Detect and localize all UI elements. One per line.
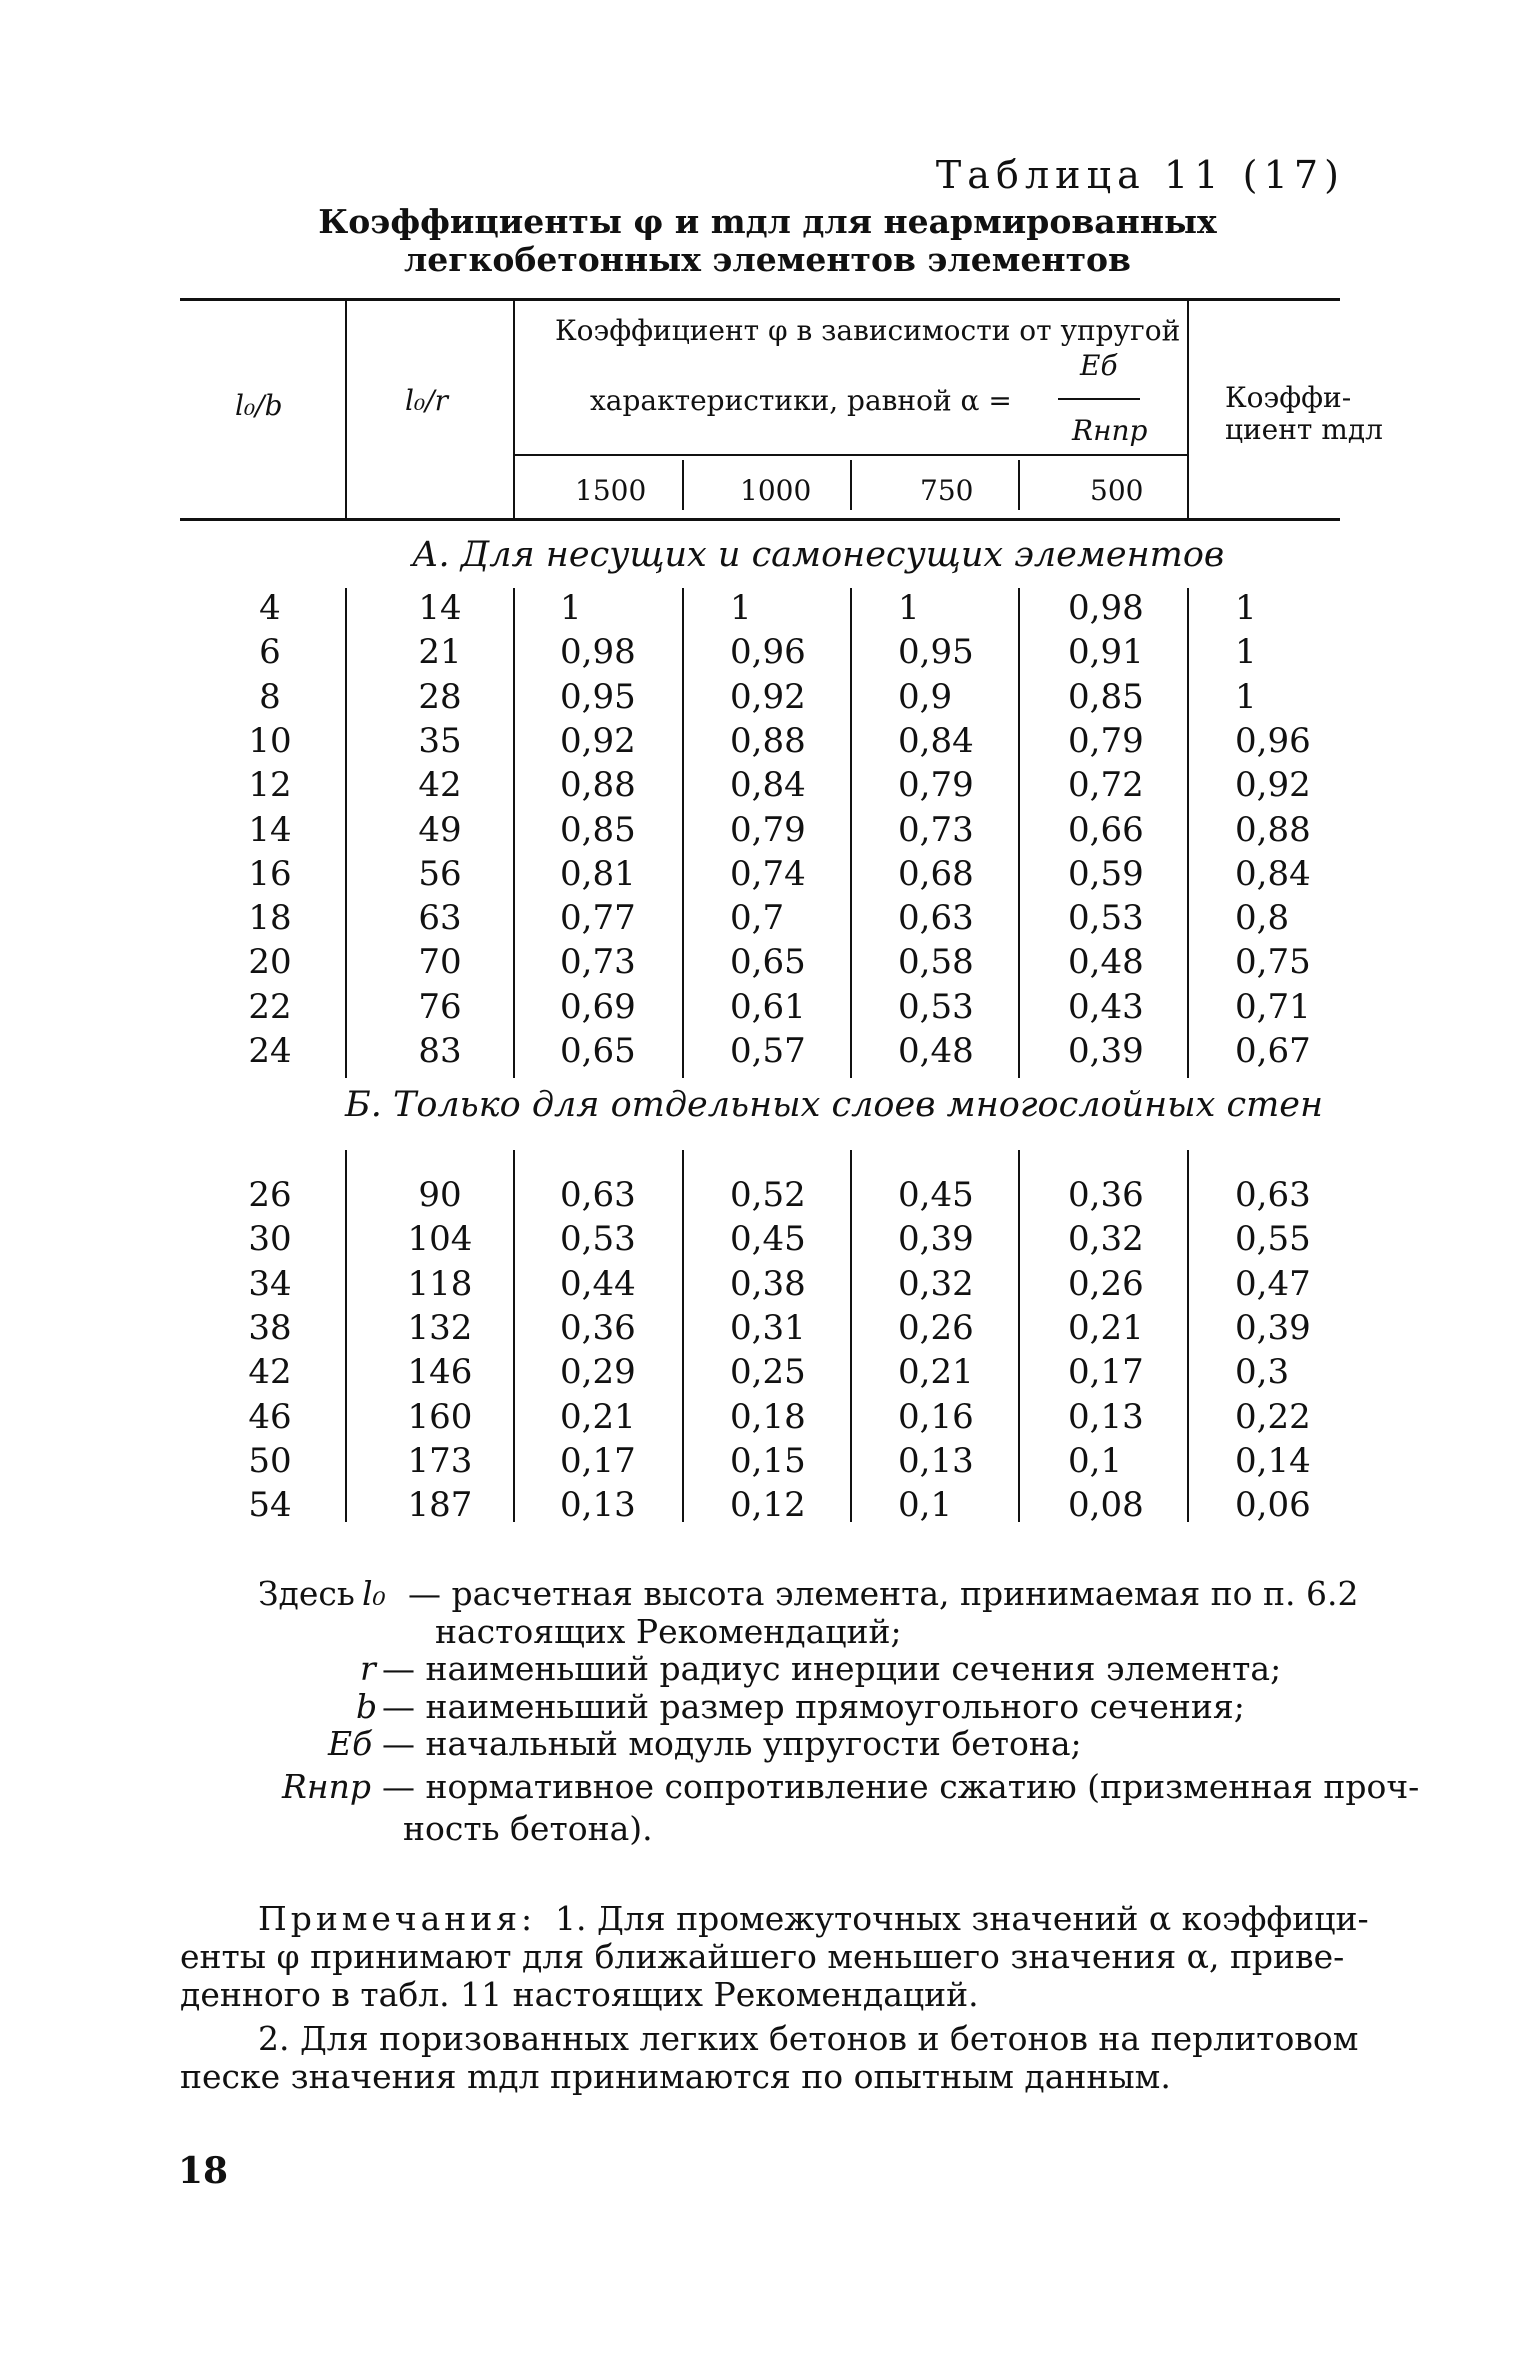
cell-m: 0,8 xyxy=(1235,898,1290,939)
cell-m: 0,84 xyxy=(1235,853,1311,894)
cell-lr: 76 xyxy=(418,986,462,1027)
column-divider xyxy=(1187,1150,1189,1522)
cell-phi-1500: 0,88 xyxy=(560,765,636,806)
cell-lb: 24 xyxy=(248,1031,292,1071)
cell-phi-750: 0,68 xyxy=(898,853,974,894)
cell-phi-1000: 0,88 xyxy=(730,720,806,761)
cell-phi-750: 0,79 xyxy=(898,765,974,806)
cell-phi-500: 0,48 xyxy=(1068,942,1144,983)
column-divider xyxy=(345,588,347,1078)
cell-phi-1000: 0,61 xyxy=(730,986,806,1027)
legend-r-symbol: r xyxy=(360,1649,376,1688)
cell-phi-750: 0,73 xyxy=(898,809,974,850)
cell-lr: 118 xyxy=(407,1263,473,1304)
cell-phi-1000: 0,79 xyxy=(730,809,806,850)
cell-lr: 173 xyxy=(407,1440,473,1481)
legend-e-text: — начальный модуль упругости бетона; xyxy=(382,1724,1082,1763)
cell-phi-750: 0,45 xyxy=(898,1175,974,1215)
cell-phi-500: 0,13 xyxy=(1068,1396,1144,1437)
cell-m: 0,88 xyxy=(1235,809,1311,850)
legend-intro: Здесь xyxy=(258,1574,355,1613)
cell-lb: 54 xyxy=(248,1485,292,1526)
legend-rn-continued: ность бетона). xyxy=(403,1809,653,1848)
cell-lr: 21 xyxy=(418,632,462,673)
header-divider xyxy=(1018,460,1020,510)
cell-phi-500: 0,59 xyxy=(1068,853,1144,894)
phi-subheader-rule xyxy=(515,454,1187,456)
cell-phi-1500: 0,92 xyxy=(560,720,636,761)
cell-lr: 63 xyxy=(418,898,462,939)
cell-lb: 38 xyxy=(248,1307,292,1348)
cell-lr: 83 xyxy=(418,1031,462,1071)
cell-lr: 14 xyxy=(418,588,462,628)
cell-lb: 16 xyxy=(248,853,292,894)
cell-phi-500: 0,43 xyxy=(1068,986,1144,1027)
header-divider xyxy=(850,460,852,510)
cell-lb: 8 xyxy=(259,676,281,717)
cell-phi-500: 0,53 xyxy=(1068,898,1144,939)
cell-phi-750: 0,84 xyxy=(898,720,974,761)
note-1-line-3: денного в табл. 11 настоящих Рекомендаций. xyxy=(180,1975,979,2014)
legend-e-symbol: Eб xyxy=(328,1724,373,1763)
cell-phi-1500: 0,44 xyxy=(560,1263,636,1304)
cell-m: 0,67 xyxy=(1235,1031,1311,1071)
cell-phi-500: 0,39 xyxy=(1068,1031,1144,1071)
header-lb: l₀/b xyxy=(235,389,283,422)
cell-m: 0,06 xyxy=(1235,1485,1311,1526)
header-fraction-numerator: Eб xyxy=(1080,349,1118,382)
cell-phi-1500: 0,69 xyxy=(560,986,636,1027)
cell-phi-750: 0,21 xyxy=(898,1352,974,1393)
cell-phi-1000: 0,92 xyxy=(730,676,806,717)
cell-lr: 35 xyxy=(418,720,462,761)
cell-phi-750: 0,53 xyxy=(898,986,974,1027)
cell-phi-1000: 0,25 xyxy=(730,1352,806,1393)
legend-r-text: — наименьший радиус инерции сечения элемента; xyxy=(382,1649,1282,1688)
cell-lb: 20 xyxy=(248,942,292,983)
cell-phi-750: 0,39 xyxy=(898,1219,974,1260)
column-divider xyxy=(850,588,852,1078)
note-2-line-1: 2. Для поризованных легких бетонов и бетонов на перлитовом xyxy=(258,2019,1359,2058)
cell-lb: 6 xyxy=(259,632,281,673)
cell-lr: 49 xyxy=(418,809,462,850)
header-phi-line2: характеристики, равной α = xyxy=(590,384,1012,417)
legend-l0-continued: настоящих Рекомендаций; xyxy=(435,1612,902,1651)
cell-phi-1500: 0,73 xyxy=(560,942,636,983)
column-divider xyxy=(1187,588,1189,1078)
cell-lb: 14 xyxy=(248,809,292,850)
header-phi-500: 500 xyxy=(1090,474,1144,507)
header-m-line2: циент mдл xyxy=(1225,413,1383,446)
cell-phi-500: 0,17 xyxy=(1068,1352,1144,1393)
cell-phi-1000: 0,74 xyxy=(730,853,806,894)
cell-phi-1000: 0,45 xyxy=(730,1219,806,1260)
cell-phi-750: 0,48 xyxy=(898,1031,974,1071)
header-divider xyxy=(345,298,347,518)
cell-phi-750: 0,16 xyxy=(898,1396,974,1437)
notes-heading: Примечания: xyxy=(258,1899,537,1938)
header-top-rule xyxy=(180,298,1340,301)
cell-phi-750: 0,58 xyxy=(898,942,974,983)
table-caption: Коэффициенты φ и mдл для неармированных легкобетонных элементов элементов xyxy=(318,202,1217,279)
cell-phi-500: 0,36 xyxy=(1068,1175,1144,1215)
cell-phi-1000: 1 xyxy=(730,588,752,628)
cell-lb: 50 xyxy=(248,1440,292,1481)
cell-lb: 4 xyxy=(259,588,281,628)
header-bottom-rule xyxy=(180,518,1340,521)
cell-m: 1 xyxy=(1235,676,1257,717)
cell-phi-1500: 0,98 xyxy=(560,632,636,673)
column-divider xyxy=(513,1150,515,1522)
legend-b-symbol: b xyxy=(356,1687,378,1726)
cell-lr: 70 xyxy=(418,942,462,983)
cell-m: 0,96 xyxy=(1235,720,1311,761)
cell-phi-500: 0,08 xyxy=(1068,1485,1144,1526)
cell-lr: 104 xyxy=(407,1219,473,1260)
cell-phi-500: 0,32 xyxy=(1068,1219,1144,1260)
cell-phi-1000: 0,52 xyxy=(730,1175,806,1215)
header-phi-1500: 1500 xyxy=(575,474,647,507)
header-lr: l₀/r xyxy=(405,384,448,417)
column-divider xyxy=(513,588,515,1078)
cell-lb: 12 xyxy=(248,765,292,806)
cell-m: 0,55 xyxy=(1235,1219,1311,1260)
cell-phi-750: 0,9 xyxy=(898,676,953,717)
cell-phi-1000: 0,38 xyxy=(730,1263,806,1304)
legend-b-text: — наименьший размер прямоугольного сечения; xyxy=(382,1687,1245,1726)
cell-phi-1000: 0,65 xyxy=(730,942,806,983)
cell-phi-1500: 0,77 xyxy=(560,898,636,939)
cell-phi-500: 0,98 xyxy=(1068,588,1144,628)
cell-phi-750: 0,63 xyxy=(898,898,974,939)
cell-lb: 42 xyxy=(248,1352,292,1393)
cell-phi-1000: 0,31 xyxy=(730,1307,806,1348)
page-number: 18 xyxy=(178,2150,229,2192)
section-a-title: А. Для несущих и самонесущих элементов xyxy=(412,535,1225,575)
column-divider xyxy=(1018,588,1020,1078)
cell-phi-1500: 0,36 xyxy=(560,1307,636,1348)
cell-lb: 22 xyxy=(248,986,292,1027)
cell-m: 1 xyxy=(1235,588,1257,628)
cell-lb: 18 xyxy=(248,898,292,939)
cell-phi-500: 0,1 xyxy=(1068,1440,1123,1481)
cell-lr: 90 xyxy=(418,1175,462,1215)
cell-m: 0,71 xyxy=(1235,986,1311,1027)
cell-phi-1000: 0,84 xyxy=(730,765,806,806)
cell-m: 0,3 xyxy=(1235,1352,1290,1393)
cell-phi-500: 0,79 xyxy=(1068,720,1144,761)
column-divider xyxy=(850,1150,852,1522)
cell-m: 0,22 xyxy=(1235,1396,1311,1437)
cell-phi-750: 1 xyxy=(898,588,920,628)
cell-phi-500: 0,21 xyxy=(1068,1307,1144,1348)
cell-m: 0,39 xyxy=(1235,1307,1311,1348)
cell-lr: 28 xyxy=(418,676,462,717)
cell-m: 1 xyxy=(1235,632,1257,673)
cell-lr: 146 xyxy=(407,1352,473,1393)
cell-lr: 187 xyxy=(407,1485,473,1526)
cell-phi-750: 0,95 xyxy=(898,632,974,673)
cell-phi-1000: 0,7 xyxy=(730,898,785,939)
cell-phi-500: 0,72 xyxy=(1068,765,1144,806)
cell-lb: 26 xyxy=(248,1175,292,1215)
header-divider xyxy=(1187,298,1189,518)
legend-l0-symbol: l₀ xyxy=(362,1574,386,1613)
cell-phi-1500: 0,81 xyxy=(560,853,636,894)
column-divider xyxy=(1018,1150,1020,1522)
cell-m: 0,63 xyxy=(1235,1175,1311,1215)
cell-phi-750: 0,1 xyxy=(898,1485,953,1526)
cell-lb: 10 xyxy=(248,720,292,761)
cell-phi-500: 0,26 xyxy=(1068,1263,1144,1304)
cell-m: 0,92 xyxy=(1235,765,1311,806)
header-m-line1: Коэффи- xyxy=(1225,381,1352,414)
note-1-line-1: 1. Для промежуточных значений α коэффици- xyxy=(555,1899,1369,1938)
cell-lr: 132 xyxy=(407,1307,473,1348)
cell-phi-1500: 0,21 xyxy=(560,1396,636,1437)
cell-phi-1500: 0,63 xyxy=(560,1175,636,1215)
header-phi-750: 750 xyxy=(920,474,974,507)
cell-phi-1500: 0,29 xyxy=(560,1352,636,1393)
cell-phi-500: 0,66 xyxy=(1068,809,1144,850)
header-divider xyxy=(513,298,515,518)
section-b-title: Б. Только для отдельных слоев многослойных стен xyxy=(345,1085,1324,1125)
cell-phi-500: 0,91 xyxy=(1068,632,1144,673)
cell-phi-1500: 1 xyxy=(560,588,582,628)
cell-phi-1000: 0,57 xyxy=(730,1031,806,1071)
cell-phi-750: 0,26 xyxy=(898,1307,974,1348)
column-divider xyxy=(682,1150,684,1522)
legend-l0-text: — расчетная высота элемента, принимаемая по п. 6.2 xyxy=(408,1574,1359,1613)
cell-phi-1500: 0,17 xyxy=(560,1440,636,1481)
cell-m: 0,75 xyxy=(1235,942,1311,983)
cell-phi-1000: 0,12 xyxy=(730,1485,806,1526)
header-fraction-denominator: Rнпр xyxy=(1072,414,1148,447)
cell-lb: 46 xyxy=(248,1396,292,1437)
note-1-line-2: енты φ принимают для ближайшего меньшего значения α, приве- xyxy=(180,1937,1345,1976)
column-divider xyxy=(682,588,684,1078)
table-number: Таблица 11 (17) xyxy=(935,153,1345,197)
cell-m: 0,47 xyxy=(1235,1263,1311,1304)
note-2-line-2: песке значения mдл принимаются по опытным данным. xyxy=(180,2057,1171,2096)
cell-phi-1500: 0,53 xyxy=(560,1219,636,1260)
header-fraction-bar xyxy=(1058,398,1140,400)
legend-rn-text: — нормативное сопротивление сжатию (призменная проч- xyxy=(382,1767,1420,1806)
cell-phi-1500: 0,65 xyxy=(560,1031,636,1071)
legend-rn-symbol: Rнпр xyxy=(282,1767,371,1806)
cell-phi-1500: 0,85 xyxy=(560,809,636,850)
cell-phi-1000: 0,96 xyxy=(730,632,806,673)
cell-lr: 56 xyxy=(418,853,462,894)
header-divider xyxy=(682,460,684,510)
cell-phi-750: 0,13 xyxy=(898,1440,974,1481)
cell-lb: 34 xyxy=(248,1263,292,1304)
cell-phi-1500: 0,13 xyxy=(560,1485,636,1526)
column-divider xyxy=(345,1150,347,1522)
cell-lb: 30 xyxy=(248,1219,292,1260)
cell-m: 0,14 xyxy=(1235,1440,1311,1481)
cell-phi-1000: 0,18 xyxy=(730,1396,806,1437)
cell-lr: 160 xyxy=(407,1396,473,1437)
cell-phi-1500: 0,95 xyxy=(560,676,636,717)
cell-phi-1000: 0,15 xyxy=(730,1440,806,1481)
cell-lr: 42 xyxy=(418,765,462,806)
cell-phi-750: 0,32 xyxy=(898,1263,974,1304)
header-phi-1000: 1000 xyxy=(740,474,812,507)
header-phi-line1: Коэффициент φ в зависимости от упругой xyxy=(555,314,1181,347)
cell-phi-500: 0,85 xyxy=(1068,676,1144,717)
